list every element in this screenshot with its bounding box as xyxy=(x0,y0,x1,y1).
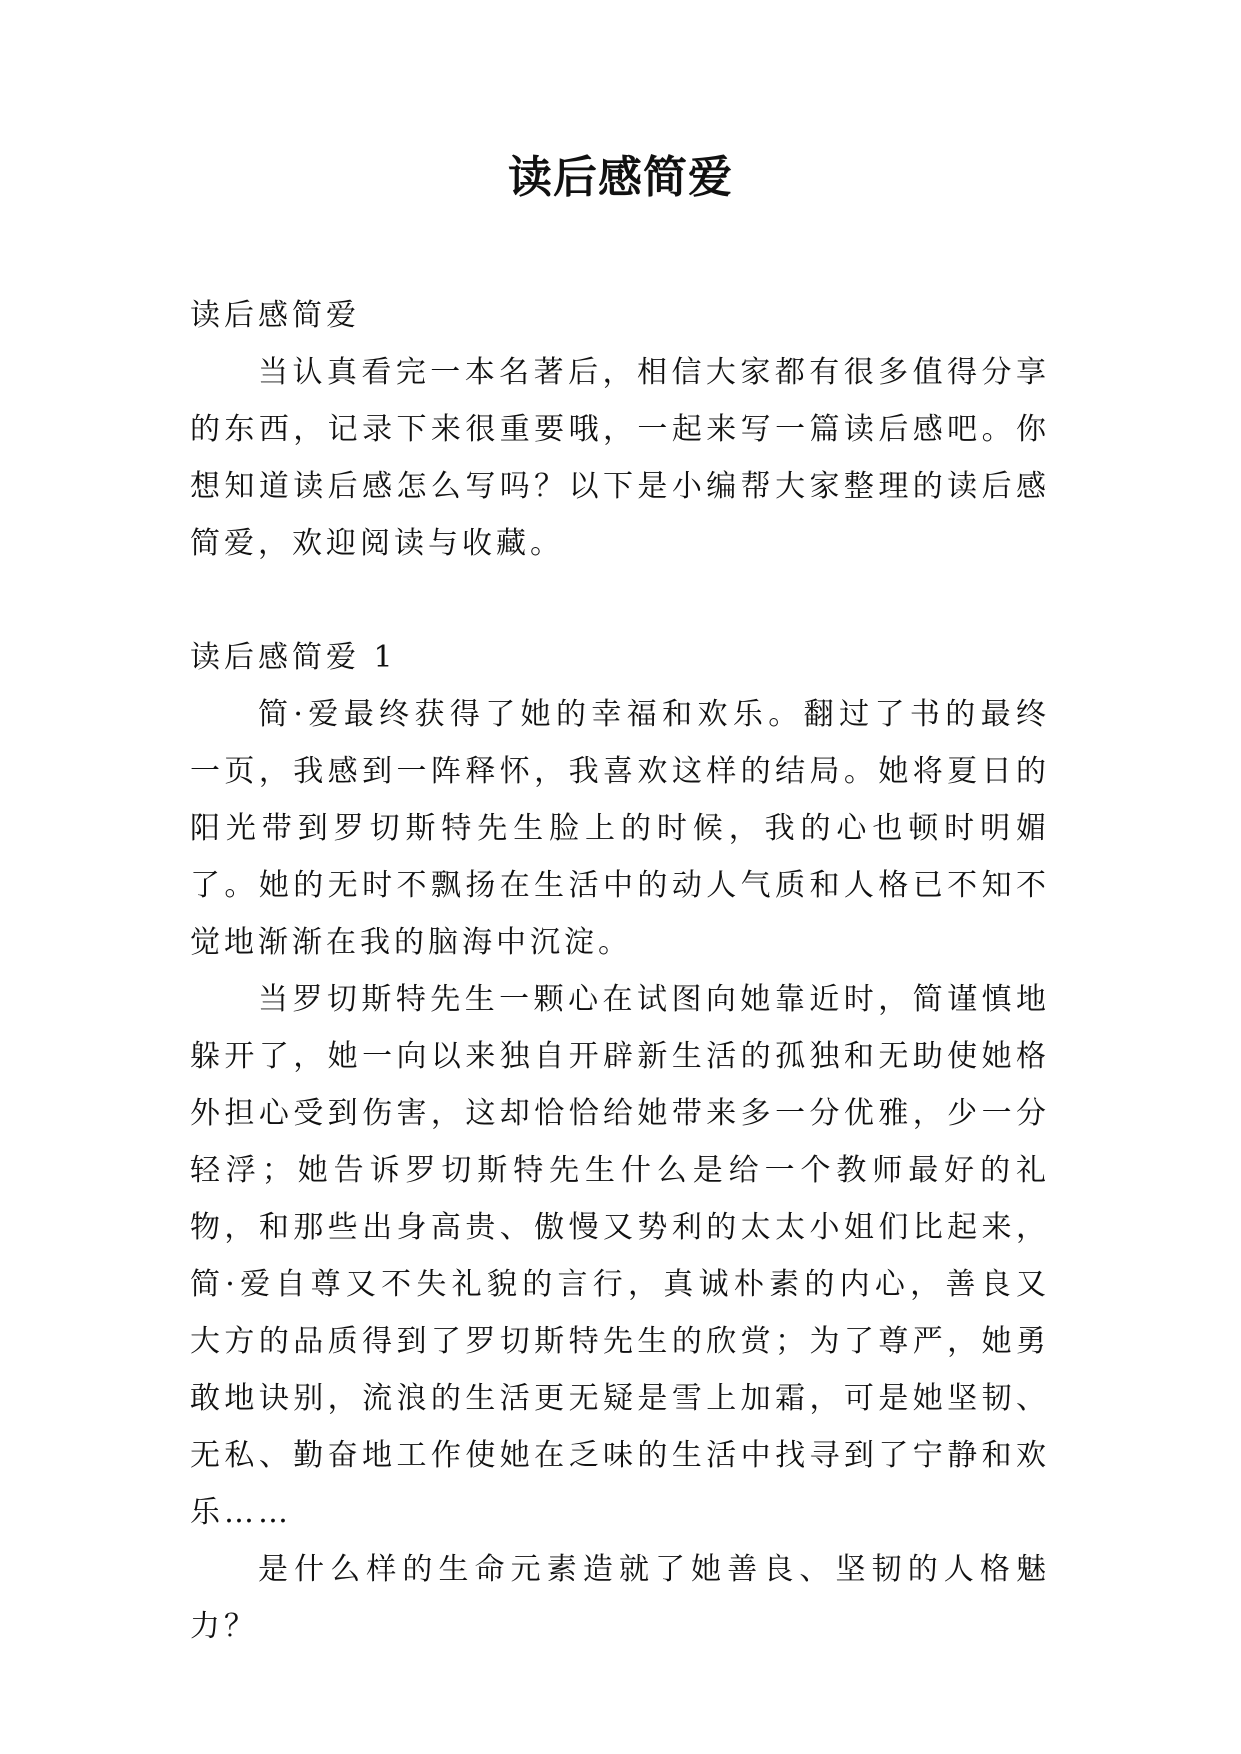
section1-paragraph-3: 是什么样的生命元素造就了她善良、坚韧的人格魅力？ xyxy=(190,1552,1050,1644)
document-body xyxy=(190,287,1050,1655)
intro-heading: 读后感简爱 xyxy=(190,298,360,333)
section1-paragraph-1: 简·爱最终获得了她的幸福和欢乐。翻过了书的最终一页，我感到一阵释怀，我喜欢这样的结局。她将夏日的阳光带到罗切斯特先生脸上的时候，我的心也顿时明媚了。她的无时不飘扬在生活中的动人气质和人格已不知不觉地渐渐在我的脑海中沉淀。 xyxy=(190,697,1050,960)
intro-paragraph: 当认真看完一本名著后，相信大家都有很多值得分享的东西，记录下来很重要哦，一起来写一篇读后感吧。你想知道读后感怎么写吗？以下是小编帮大家整理的读后感简爱，欢迎阅读与收藏。 xyxy=(190,355,1050,561)
document-title: 读后感简爱 xyxy=(508,152,733,203)
section-spacer xyxy=(190,572,1050,629)
section1-paragraph-2: 当罗切斯特先生一颗心在试图向她靠近时，简谨慎地躲开了，她一向以来独自开辟新生活的孤独和无助使她格外担心受到伤害，这却恰恰给她带来多一分优雅，少一分轻浮；她告诉罗切斯特先生什么是给一个教师最好的礼物，和那些出身高贵、傲慢又势利的太太小姐们比起来，简·爱自尊又不失礼貌的言行，真诚朴素的内心，善良又大方的品质得到了罗切斯特先生的欣赏；为了尊严，她勇敢地诀别，流浪的生活更无疑是雪上加霜，可是她坚韧、无私、勤奋地工作使她在乏味的生活中找寻到了宁静和欢乐…… xyxy=(190,982,1050,1530)
section1-heading: 读后感简爱 1 xyxy=(190,640,397,675)
